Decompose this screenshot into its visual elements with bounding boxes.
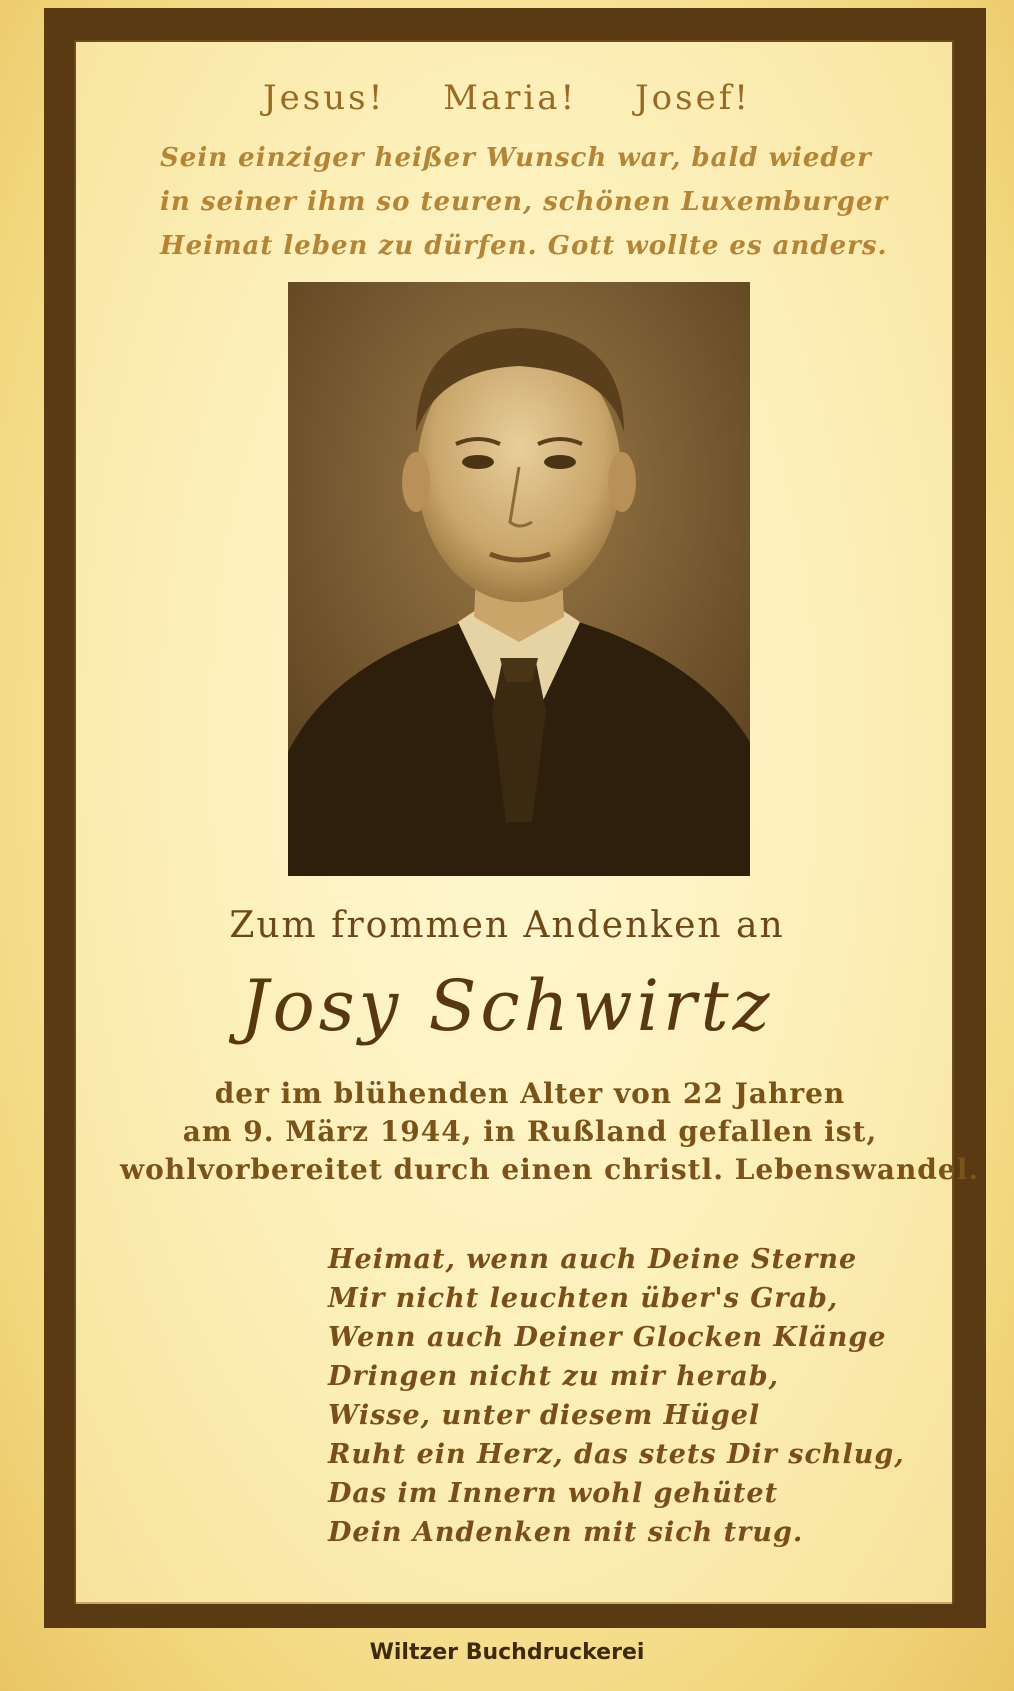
detail-line: am 9. März 1944, in Rußland gefallen ist,: [182, 1115, 878, 1148]
wish-line: Heimat leben zu dürfen. Gott wollte es anders.: [160, 231, 888, 261]
poem-line: Wenn auch Deiner Glocken Klänge: [328, 1322, 887, 1353]
poem-line: Heimat, wenn auch Deine Sterne: [328, 1244, 858, 1275]
printer-imprint: Wiltzer Buchdruckerei: [369, 1640, 645, 1665]
deceased-name: Josy Schwirtz: [240, 965, 774, 1047]
invocation-maria: Maria!: [443, 78, 578, 118]
poem-line: Dein Andenken mit sich trug.: [328, 1517, 804, 1548]
memory-heading: Zum frommen Andenken an: [229, 905, 785, 946]
poem-line: Wisse, unter diesem Hügel: [328, 1400, 761, 1431]
portrait-drawing: [288, 282, 750, 876]
invocation-jesus: Jesus!: [263, 78, 386, 118]
wish-paragraph: [160, 136, 889, 268]
poem-line: Das im Innern wohl gehütet: [328, 1478, 779, 1509]
detail-line: der im blühenden Alter von 22 Jahren: [214, 1077, 846, 1110]
invocation-line: [0, 78, 1014, 118]
death-details: [120, 1075, 980, 1189]
poem-line: Mir nicht leuchten über's Grab,: [328, 1283, 839, 1314]
poem-line: Dringen nicht zu mir herab,: [328, 1361, 780, 1392]
portrait-photo: [288, 282, 750, 876]
wish-line: Sein einziger heißer Wunsch war, bald wieder: [160, 143, 872, 173]
invocation-josef: Josef!: [635, 78, 751, 118]
memorial-poem: [328, 1240, 905, 1552]
detail-line: wohlvorbereitet durch einen christl. Lebenswandel.: [120, 1153, 980, 1186]
wish-line: in seiner ihm so teuren, schönen Luxemburger: [160, 187, 889, 217]
poem-line: Ruht ein Herz, das stets Dir schlug,: [328, 1439, 905, 1470]
